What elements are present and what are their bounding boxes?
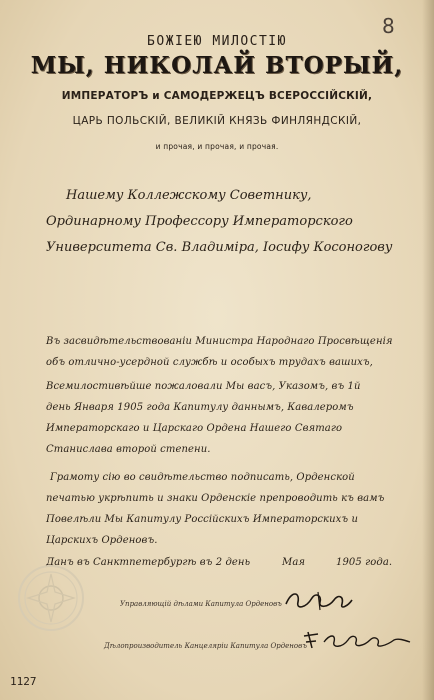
- page-edge-shadow: [422, 0, 434, 700]
- body-line-3: Всемилостивѣйше пожаловали Мы васъ, Указомъ, въ 1й: [46, 381, 361, 392]
- heading-line-2: МЫ, НИКОЛАЙ ВТОРЫЙ,: [30, 52, 404, 79]
- body-line-8: печатью укрѣпить и знаки Орденскіе препроводить къ вамъ: [46, 493, 385, 504]
- signature-flourish-1: [282, 588, 354, 612]
- heading-line-1: БОЖІЕЮ МИЛОСТІЮ: [147, 34, 287, 49]
- body-line-5: Императорскаго и Царскаго Ордена Нашего Святаго: [46, 423, 343, 434]
- body-line-9: Повелѣли Мы Капитулу Россійскихъ Императорскихъ и: [46, 514, 358, 525]
- date-line-prefix: Данъ въ Санктпетербургѣ въ 2 день: [46, 557, 251, 568]
- body-line-2: объ отлично-усердной службѣ и особыхъ трудахъ вашихъ,: [46, 357, 373, 368]
- archive-stamp-number: 1127: [10, 675, 37, 688]
- order-seal-emblem: [16, 562, 86, 634]
- sheet-number: 8: [382, 14, 395, 38]
- addressee-line-1: Нашему Коллежскому Советнику,: [66, 188, 312, 203]
- heading-line-5: и прочая, и прочая, и прочая.: [155, 142, 279, 151]
- signature-label-1: Управляющій дѣлами Капитула Орденовъ: [120, 600, 282, 608]
- body-line-6: Станислава второй степени.: [46, 444, 211, 455]
- body-line-10: Царскихъ Орденовъ.: [46, 535, 158, 546]
- date-line-year: 1905 года.: [336, 557, 393, 568]
- heading-line-4: ЦАРЬ ПОЛЬСКІЙ, ВЕЛИКІЙ КНЯЗЬ ФИНЛЯНДСКІЙ,: [72, 115, 362, 127]
- addressee-line-2: Ординарному Профессору Императорского: [46, 214, 353, 229]
- body-line-1: Въ засвидѣтельствованіи Министра Народнаго Просвѣщенія: [46, 336, 393, 347]
- body-line-4: день Января 1905 года Капитулу даннымъ, Кавалеромъ: [46, 402, 354, 413]
- date-line-month: Мая: [282, 557, 306, 568]
- addressee-line-3: Университета Св. Владиміра, Іосифу Косоногову: [46, 240, 393, 255]
- heading-line-3: ИМПЕРАТОРЪ и САМОДЕРЖЕЦЪ ВСЕРОССІЙСКІЙ,: [61, 90, 373, 102]
- body-line-7: Грамоту сію во свидѣтельство подписать, Орденской: [50, 472, 355, 483]
- signature-label-2: Дѣлопроизводитель Канцеляріи Капитула Орденовъ: [104, 642, 307, 650]
- signature-flourish-2: [302, 628, 412, 652]
